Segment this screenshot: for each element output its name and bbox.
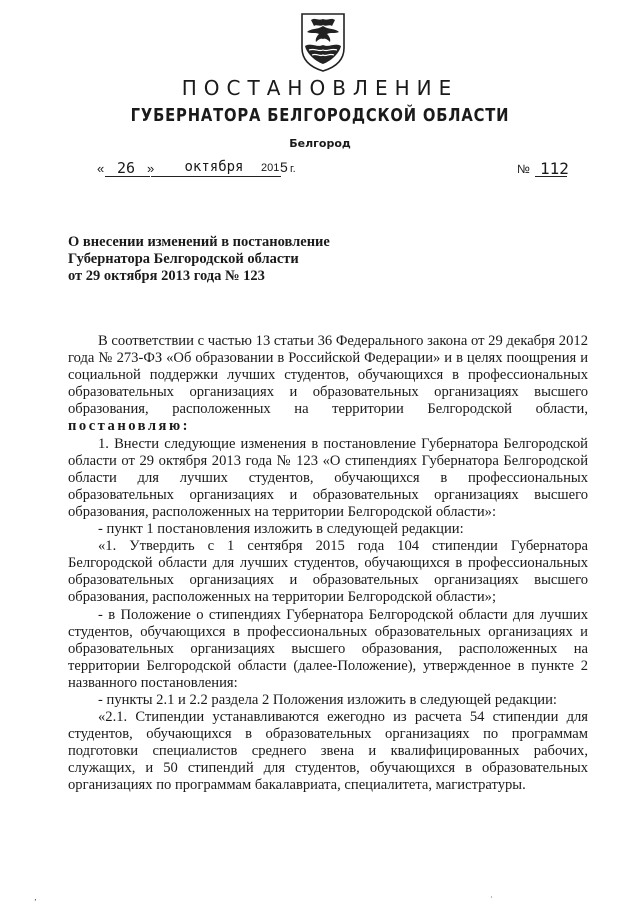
paragraph: - пункт 1 постановления изложить в следующей редакции: [98, 521, 464, 538]
date-month: октября [184, 159, 244, 175]
paragraph: «1. Утвердить с 1 сентября 2015 года 104 стипендии Губернатора Белгородской области для лучших студентов, обучающихся в профессиональных образовательных организациях и образовательных организациях высшего образования, расположенных на территории Белгородской области»; [68, 538, 588, 606]
month-underline [151, 176, 281, 177]
date-year-digit: 5 [280, 159, 288, 175]
number-label: № [517, 162, 530, 176]
date-year-prefix: 201 [261, 162, 280, 174]
document-title [68, 234, 388, 285]
coat-of-arms-icon [299, 12, 347, 72]
paragraph: «2.1. Стипендии устанавливаются ежегодно из расчета 54 стипендии для студентов, обучающихся в образовательных организациях по программам подготовки специалистов среднего звена и квалифицированных рабочих, служащих, и 50 стипендий для студентов, обучающихся в образовательных организациях по программам бакалавриата, специалитета, магистратуры. [68, 709, 588, 794]
date-number-line [97, 159, 567, 177]
paragraph: - в Положение о стипендиях Губернатора Белгородской области для лучших студентов, обучающихся в профессиональных образовательных организациях и образовательных организациях высшего образования, расположенных на территории Белгородской области (далее-Положение), утвержденное в пункте 2 названного постановления: [68, 606, 588, 691]
document-type-heading: ПОСТАНОВЛЕНИЕ [181, 76, 459, 100]
issuer-heading: ГУБЕРНАТОРА БЕЛГОРОДСКОЙ ОБЛАСТИ [130, 105, 510, 126]
paragraph-text: В соответствии с частью 13 статьи 36 Федерального закона от 29 декабря 2012 года № 273-ФЗ «Об образовании в Российской Федерации» и в целях поощрения и социальной поддержки лучших студентов, обучающихся в профессиональных образовательных организациях и образовательных организациях высшего образования, расположенных на территории Белгородской области, [68, 333, 588, 418]
date-year-suffix: г. [290, 163, 296, 175]
document-number: 112 [540, 159, 569, 178]
date-open-quote: « [97, 161, 105, 176]
title-line: от 29 октября 2013 года № 123 [68, 268, 265, 284]
paragraph [68, 333, 588, 436]
number-underline [535, 176, 567, 177]
scan-mark: ‚ [34, 893, 37, 902]
paragraph: 1. Внести следующие изменения в постановление Губернатора Белгородской области от 29 октября 2013 года № 123 «О стипендиях Губернатора Белгородской области для лучших студентов, обучающихся в профессиональных образовательных организациях и образовательных организациях высшего образования, расположенных на территории Белгородской области»: [68, 435, 588, 520]
day-underline [105, 176, 150, 177]
title-line: О внесении изменений в постановление [68, 234, 330, 250]
date-close-quote: » [147, 161, 155, 176]
title-line: Губернатора Белгородской области [68, 251, 299, 267]
resolution-word: постановляю: [68, 418, 190, 435]
date-day: 26 [116, 159, 136, 177]
scan-mark: · [490, 893, 493, 902]
city-label: Белгород [289, 137, 351, 150]
document-body [68, 333, 588, 795]
paragraph: - пункты 2.1 и 2.2 раздела 2 Положения изложить в следующей редакции: [98, 691, 557, 708]
